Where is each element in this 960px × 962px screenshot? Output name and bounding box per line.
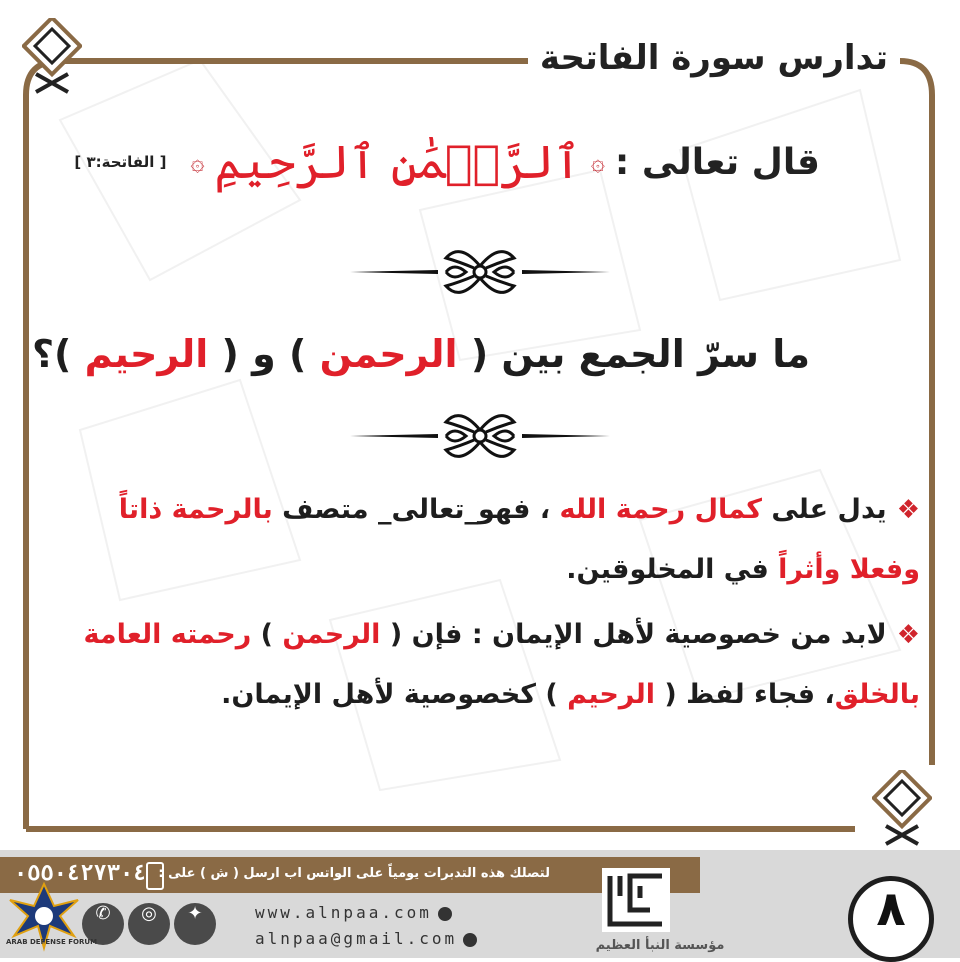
verse-lead: قال تعالى : xyxy=(614,141,820,183)
card-number-badge: ٨ xyxy=(848,876,934,962)
logo-corner-icon xyxy=(22,18,82,98)
ornament-divider-icon xyxy=(350,396,610,476)
verse-reference: [ الفاتحة:٣ ] xyxy=(74,153,167,171)
website-contact[interactable] xyxy=(255,903,452,922)
verse-text: ٱلرَّحۡمَٰنِ ٱلرَّحِيمِ xyxy=(214,135,581,189)
ornament-divider-icon xyxy=(350,232,610,312)
question-term-raheem: الرحيم xyxy=(84,332,209,376)
point-1-text: ، فهو_تعالى_ متصف xyxy=(272,494,560,525)
point-2-text: ) كخصوصية لأهل الإيمان. xyxy=(221,679,568,710)
org-name: مؤسسة النبأ العظيم xyxy=(595,938,725,953)
watermark-text: ARAB DEFENSE FORUM xyxy=(6,938,98,946)
point-2-text: لابد من خصوصية لأهل الإيمان : فإن ( xyxy=(380,619,887,650)
diamond-bullet-icon: ❖ xyxy=(896,620,920,650)
verse-close-ornament-icon: ۞ xyxy=(190,148,205,176)
question-suffix: )؟ xyxy=(31,332,72,376)
verse-open-ornament-icon: ۞ xyxy=(590,148,605,176)
question-heading xyxy=(32,332,810,376)
logo-corner-icon xyxy=(872,770,932,850)
verse-line xyxy=(74,135,820,189)
point-2-text: ، فجاء لفظ ( xyxy=(655,679,835,710)
phone-number[interactable]: ٠٥٥٠٤٢٧٣٠٤ xyxy=(14,861,147,886)
diamond-bullet-icon: ❖ xyxy=(896,495,920,525)
twitter-icon[interactable]: ✦ xyxy=(174,903,216,945)
point-2-text: ) xyxy=(251,619,283,650)
point-1-text: يدل على xyxy=(761,494,887,525)
instagram-icon[interactable]: ◎ xyxy=(128,903,170,945)
question-middle: ) و ( xyxy=(221,332,307,376)
email-contact[interactable] xyxy=(255,929,477,948)
point-2-highlight: الرحيم xyxy=(567,679,655,710)
point-1-highlight: بالرحمة ذاتاً وفعلا وأثراً xyxy=(118,494,920,585)
whatsapp-instructions: لتصلك هذه التدبرات يومياً على الواتس اب ارسل ( ش ) على : xyxy=(158,866,550,881)
point-2 xyxy=(40,605,920,725)
question-prefix: ما سرّ الجمع بين ( xyxy=(470,332,810,376)
point-2-highlight: الرحمن xyxy=(282,619,381,650)
page-title: تدارس سورة الفاتحة xyxy=(528,38,900,78)
whatsapp-icon[interactable]: ✆ xyxy=(82,903,124,945)
globe-icon xyxy=(438,907,452,921)
website-link[interactable]: www.alnpaa.com xyxy=(255,903,432,922)
point-1 xyxy=(40,480,920,600)
org-logo xyxy=(600,866,672,934)
question-term-rahman: الرحمن xyxy=(319,332,458,376)
point-2-highlight: رحمته العامة بالخلق xyxy=(83,619,920,710)
at-icon xyxy=(463,933,477,947)
point-1-text: في المخلوقين. xyxy=(566,554,779,585)
email-link[interactable]: alnpaa@gmail.com xyxy=(255,929,458,948)
point-1-highlight: كمال رحمة الله xyxy=(559,494,762,525)
